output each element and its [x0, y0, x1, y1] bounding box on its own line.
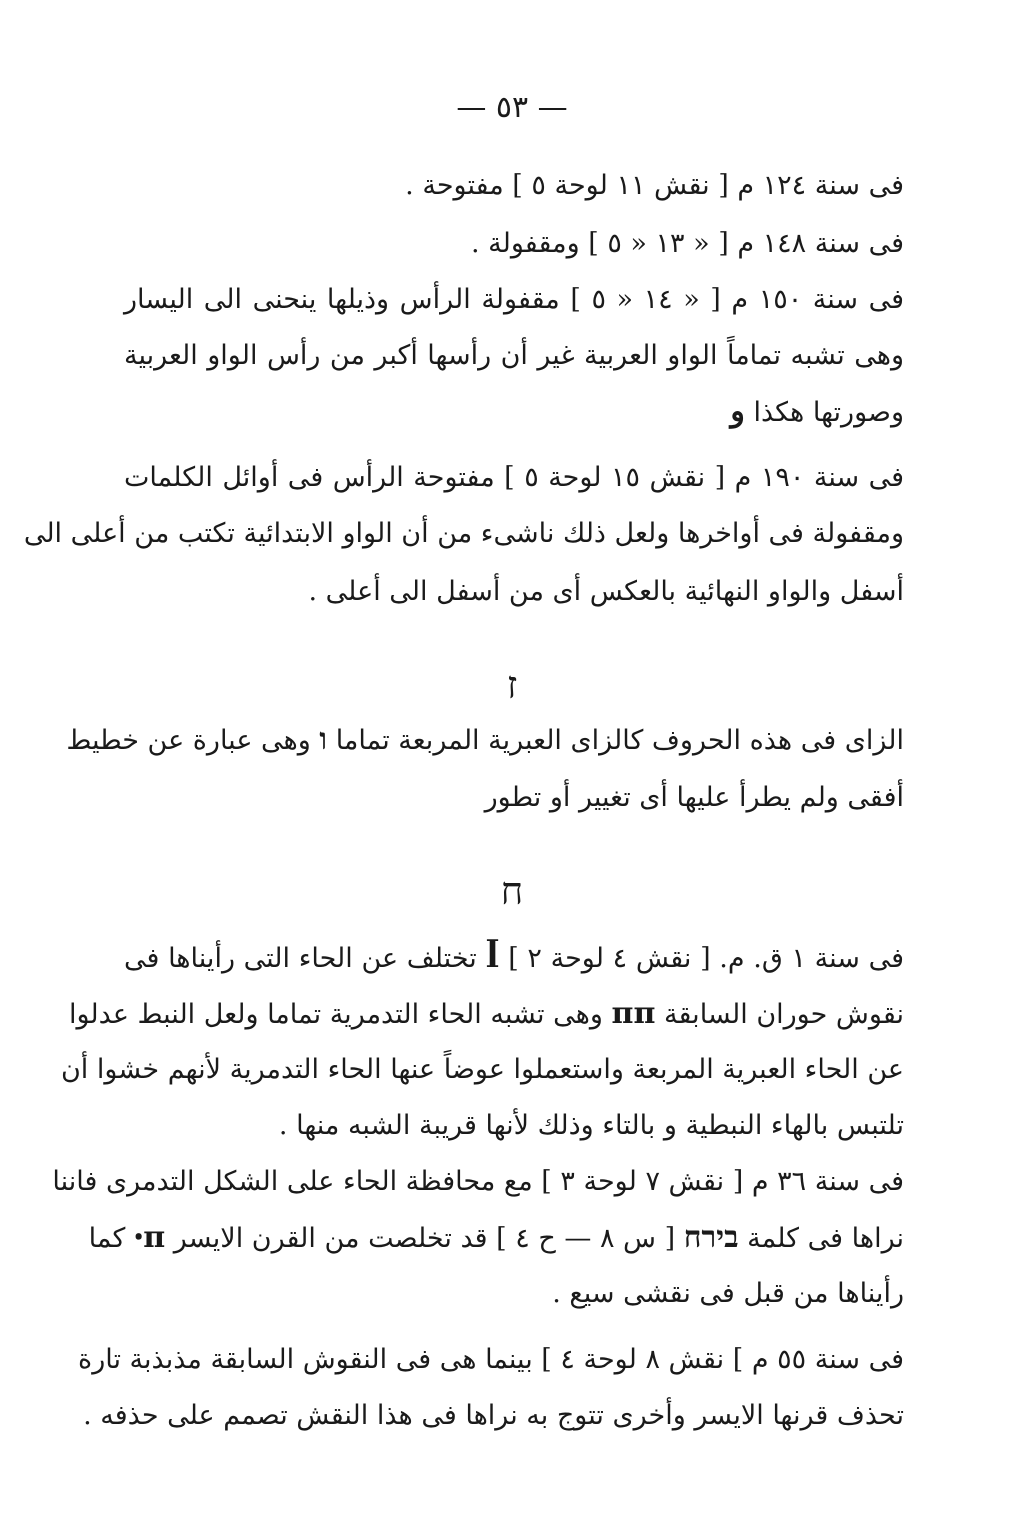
- text-segment: كما: [88, 1223, 126, 1254]
- text-line: رأيناها من قبل فى نقشى سيع .: [552, 1278, 904, 1309]
- hebrew-word: בירח: [683, 1220, 739, 1255]
- text-line: فى سنة ١٥٠ م [ « ١٤ « ٥ ] مقفولة الرأس وذيلها ينحنى الى اليسار: [124, 284, 905, 315]
- page-number: — ٥٣ —: [456, 90, 568, 125]
- zayin-glyph: ו: [319, 722, 328, 757]
- text-line: أسفل والواو النهائية بالعكس أى من أسفل الى أعلى .: [308, 576, 904, 607]
- het-heading: ח: [500, 869, 524, 913]
- text-segment: نراها فى كلمة: [747, 1223, 904, 1254]
- text-line: [66, 720, 904, 760]
- text-line: تلتبس بالهاء النبطية و بالتاء وذلك لأنها قريبة الشبه منها .: [278, 1110, 904, 1141]
- text-segment: وهى تشبه الحاء التدمرية تماما ولعل النبط عدلوا: [68, 999, 603, 1030]
- text-segment: وهى عبارة عن خطيط: [66, 725, 311, 756]
- text-segment: الزاى فى هذه الحروف كالزاى العبرية المربعة تماما: [335, 725, 904, 756]
- text-line: ومقفولة فى أواخرها ولعل ذلك ناشىء من أن الواو الابتدائية تكتب من أعلى الى: [23, 518, 904, 549]
- text-line: [68, 994, 904, 1034]
- text-segment: [ س ٨ — ح ٤ ] قد تخلصت من القرن الايسر: [173, 1223, 676, 1254]
- het-glyph: ꞏπ: [133, 1220, 166, 1255]
- text-line: وهى تشبه تماماً الواو العربية غير أن رأسها أكبر من رأس الواو العربية: [124, 340, 904, 371]
- text-line: فى سنة ١٩٠ م [ نقش ١٥ لوحة ٥ ] مفتوحة الرأس فى أوائل الكلمات: [124, 462, 904, 493]
- text-segment: تختلف عن الحاء التى رأيناها فى: [124, 943, 477, 974]
- text-line: تحذف قرنها الايسر وأخرى تتوج به نراها فى هذا النقش تصمم على حذفه .: [83, 1400, 904, 1431]
- text-line: أفقى ولم يطرأ عليها أى تغيير أو تطور: [484, 782, 904, 813]
- palmyrene-het-glyph: ππ: [611, 996, 656, 1031]
- text-line: [124, 392, 904, 432]
- zayin-heading: ז: [506, 663, 518, 707]
- text-segment: وصورتها هكذا: [753, 397, 904, 428]
- waw-glyph: و: [730, 394, 745, 429]
- text-line: [124, 938, 904, 978]
- nabataean-het-glyph: ꟾ: [485, 940, 500, 975]
- text-line: [88, 1218, 904, 1258]
- text-line: فى سنة ٥٥ م ] نقش ٨ لوحة ٤ ] بينما هى فى النقوش السابقة مذبذبة تارة: [78, 1344, 904, 1375]
- text-line: فى سنة ٣٦ م [ نقش ٧ لوحة ٣ ] مع محافظة الحاء على الشكل التدمرى فاننا: [52, 1166, 904, 1197]
- text-line: فى سنة ١٤٨ م [ « ١٣ « ٥ ] ومقفولة .: [470, 228, 904, 259]
- text-segment: نقوش حوران السابقة: [664, 999, 904, 1030]
- text-line: عن الحاء العبرية المربعة واستعملوا عوضاً عنها الحاء التدمرية لأنهم خشوا أن: [60, 1054, 904, 1085]
- text-segment: فى سنة ١ ق. م. [ نقش ٤ لوحة ٢ ]: [508, 943, 905, 974]
- text-line: فى سنة ١٢٤ م [ نقش ١١ لوحة ٥ ] مفتوحة .: [405, 170, 904, 201]
